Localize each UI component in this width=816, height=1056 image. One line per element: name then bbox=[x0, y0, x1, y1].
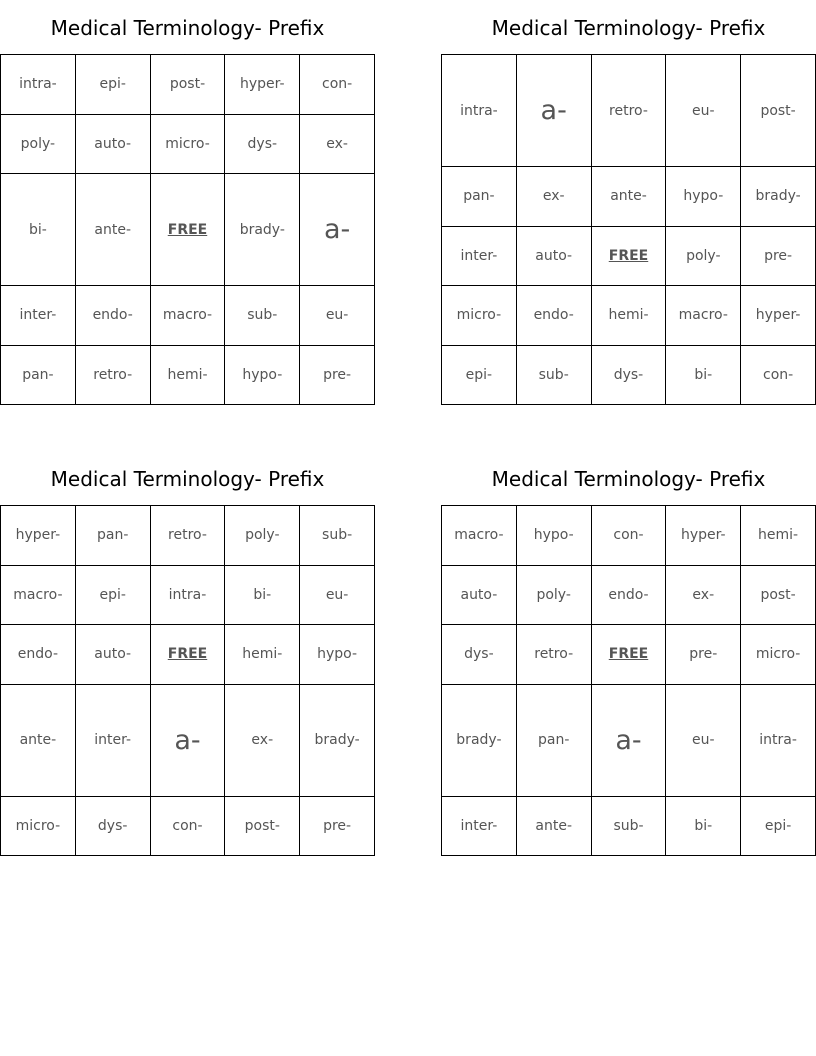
grid-cell: epi- bbox=[75, 565, 150, 625]
grid-row bbox=[1, 565, 375, 625]
grid-cell: intra- bbox=[1, 55, 76, 115]
grid-cell: brady- bbox=[442, 684, 517, 796]
grid-cell: macro- bbox=[1, 565, 76, 625]
grid-cell: eu- bbox=[300, 565, 375, 625]
grid-cell: eu- bbox=[666, 55, 741, 167]
grid-cell: epi- bbox=[442, 345, 517, 405]
grid-cell: hemi- bbox=[741, 506, 816, 566]
grid-cell: endo- bbox=[1, 625, 76, 685]
grid-cell: eu- bbox=[666, 684, 741, 796]
grid-cell: poly- bbox=[666, 226, 741, 286]
grid-cell: pan- bbox=[442, 167, 517, 227]
grid-cell: endo- bbox=[516, 286, 591, 346]
grid-cell: brady- bbox=[225, 174, 300, 286]
grid-cell: intra- bbox=[741, 684, 816, 796]
grid-row bbox=[442, 796, 816, 856]
grid-cell: brady- bbox=[741, 167, 816, 227]
grid-cell: macro- bbox=[442, 506, 517, 566]
grid-cell: inter- bbox=[1, 286, 76, 346]
grid-cell: a- bbox=[300, 174, 375, 286]
grid-cell: poly- bbox=[225, 506, 300, 566]
grid-cell: intra- bbox=[150, 565, 225, 625]
grid-cell: hyper- bbox=[741, 286, 816, 346]
grid-cell: sub- bbox=[591, 796, 666, 856]
grid-cell: poly- bbox=[1, 114, 76, 174]
grid-cell: ex- bbox=[666, 565, 741, 625]
grid-cell: con- bbox=[300, 55, 375, 115]
grid-cell: endo- bbox=[591, 565, 666, 625]
card-title: Medical Terminology- Prefix bbox=[50, 467, 325, 491]
bingo-grid bbox=[441, 505, 816, 856]
grid-cell: sub- bbox=[225, 286, 300, 346]
grid-cell: bi- bbox=[666, 796, 741, 856]
grid-cell: pan- bbox=[75, 506, 150, 566]
grid-row bbox=[442, 226, 816, 286]
grid-cell: ante- bbox=[1, 684, 76, 796]
grid-cell: eu- bbox=[300, 286, 375, 346]
grid-row bbox=[442, 345, 816, 405]
grid-cell: sub- bbox=[516, 345, 591, 405]
grid-cell: con- bbox=[591, 506, 666, 566]
bingo-grid bbox=[0, 54, 375, 405]
grid-cell: hypo- bbox=[516, 506, 591, 566]
grid-cell: micro- bbox=[442, 286, 517, 346]
grid-cell: retro- bbox=[150, 506, 225, 566]
grid-cell: bi- bbox=[225, 565, 300, 625]
grid-cell: dys- bbox=[442, 625, 517, 685]
grid-cell: hyper- bbox=[225, 55, 300, 115]
card-title: Medical Terminology- Prefix bbox=[491, 467, 766, 491]
grid-cell: post- bbox=[150, 55, 225, 115]
grid-cell: pan- bbox=[516, 684, 591, 796]
grid-cell: micro- bbox=[741, 625, 816, 685]
grid-cell: auto- bbox=[516, 226, 591, 286]
grid-cell: micro- bbox=[1, 796, 76, 856]
grid-cell: post- bbox=[741, 565, 816, 625]
grid-row bbox=[1, 114, 375, 174]
grid-row bbox=[442, 565, 816, 625]
grid-cell: retro- bbox=[75, 345, 150, 405]
grid-cell: ex- bbox=[300, 114, 375, 174]
grid-cell: dys- bbox=[591, 345, 666, 405]
grid-cell: pre- bbox=[666, 625, 741, 685]
grid-cell: a- bbox=[516, 55, 591, 167]
grid-row bbox=[1, 345, 375, 405]
grid-cell: hyper- bbox=[1, 506, 76, 566]
grid-row bbox=[442, 625, 816, 685]
grid-cell: ante- bbox=[75, 174, 150, 286]
grid-cell: retro- bbox=[516, 625, 591, 685]
grid-cell: pre- bbox=[300, 796, 375, 856]
grid-cell: hypo- bbox=[225, 345, 300, 405]
grid-cell: retro- bbox=[591, 55, 666, 167]
grid-cell: con- bbox=[150, 796, 225, 856]
grid-row bbox=[1, 625, 375, 685]
grid-row bbox=[442, 684, 816, 796]
grid-cell: dys- bbox=[75, 796, 150, 856]
free-cell: FREE bbox=[591, 226, 666, 286]
grid-cell: con- bbox=[741, 345, 816, 405]
grid-cell: epi- bbox=[75, 55, 150, 115]
free-cell: FREE bbox=[591, 625, 666, 685]
grid-row bbox=[442, 286, 816, 346]
grid-cell: ante- bbox=[591, 167, 666, 227]
grid-row bbox=[442, 506, 816, 566]
free-cell: FREE bbox=[150, 625, 225, 685]
grid-cell: inter- bbox=[442, 796, 517, 856]
grid-cell: inter- bbox=[75, 684, 150, 796]
grid-cell: pre- bbox=[300, 345, 375, 405]
grid-row bbox=[442, 167, 816, 227]
grid-cell: macro- bbox=[666, 286, 741, 346]
grid-cell: brady- bbox=[300, 684, 375, 796]
bingo-grid bbox=[441, 54, 816, 405]
grid-row bbox=[442, 55, 816, 167]
grid-cell: intra- bbox=[442, 55, 517, 167]
grid-row bbox=[1, 174, 375, 286]
grid-cell: micro- bbox=[150, 114, 225, 174]
grid-cell: ex- bbox=[225, 684, 300, 796]
grid-row bbox=[1, 286, 375, 346]
grid-cell: macro- bbox=[150, 286, 225, 346]
grid-cell: inter- bbox=[442, 226, 517, 286]
grid-cell: poly- bbox=[516, 565, 591, 625]
card-title: Medical Terminology- Prefix bbox=[50, 16, 325, 40]
grid-cell: auto- bbox=[75, 114, 150, 174]
grid-cell: hemi- bbox=[591, 286, 666, 346]
grid-cell: hemi- bbox=[225, 625, 300, 685]
grid-cell: hemi- bbox=[150, 345, 225, 405]
grid-cell: epi- bbox=[741, 796, 816, 856]
grid-cell: hypo- bbox=[300, 625, 375, 685]
grid-cell: ante- bbox=[516, 796, 591, 856]
grid-cell: endo- bbox=[75, 286, 150, 346]
grid-cell: auto- bbox=[442, 565, 517, 625]
grid-cell: bi- bbox=[666, 345, 741, 405]
grid-cell: ex- bbox=[516, 167, 591, 227]
grid-cell: sub- bbox=[300, 506, 375, 566]
bingo-grid bbox=[0, 505, 375, 856]
grid-cell: a- bbox=[150, 684, 225, 796]
grid-row bbox=[1, 796, 375, 856]
grid-cell: dys- bbox=[225, 114, 300, 174]
card-title: Medical Terminology- Prefix bbox=[491, 16, 766, 40]
free-cell: FREE bbox=[150, 174, 225, 286]
grid-cell: post- bbox=[225, 796, 300, 856]
grid-row bbox=[1, 684, 375, 796]
grid-cell: pan- bbox=[1, 345, 76, 405]
grid-cell: pre- bbox=[741, 226, 816, 286]
grid-row bbox=[1, 55, 375, 115]
grid-cell: bi- bbox=[1, 174, 76, 286]
grid-cell: a- bbox=[591, 684, 666, 796]
grid-cell: hypo- bbox=[666, 167, 741, 227]
grid-cell: auto- bbox=[75, 625, 150, 685]
grid-cell: hyper- bbox=[666, 506, 741, 566]
grid-row bbox=[1, 506, 375, 566]
grid-cell: post- bbox=[741, 55, 816, 167]
